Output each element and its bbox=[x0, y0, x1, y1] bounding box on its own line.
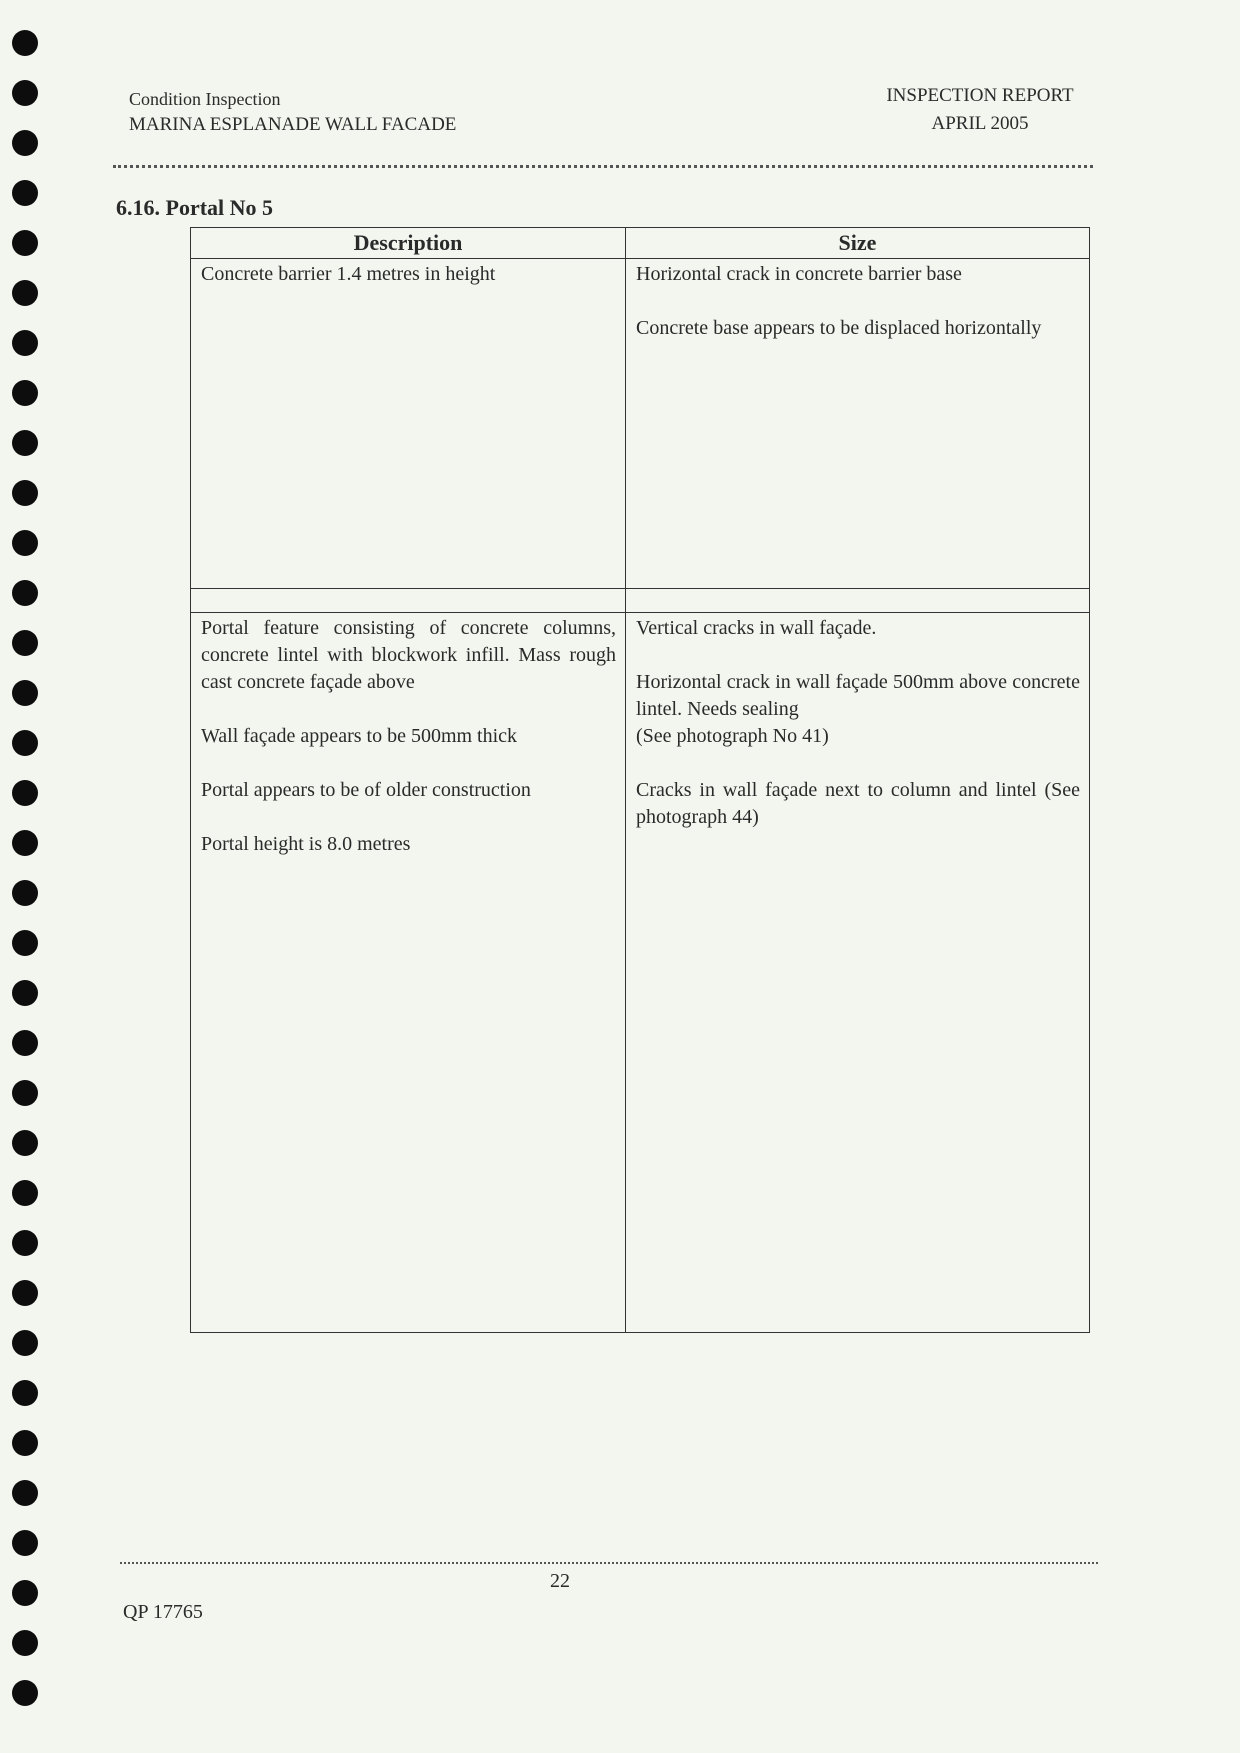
punch-hole bbox=[12, 980, 38, 1006]
punch-hole bbox=[12, 1130, 38, 1156]
empty-cell bbox=[191, 589, 626, 613]
column-header-description: Description bbox=[191, 228, 626, 259]
punch-hole bbox=[12, 480, 38, 506]
punch-hole bbox=[12, 1480, 38, 1506]
report-date: APRIL 2005 bbox=[931, 113, 1029, 134]
size-cell bbox=[626, 259, 1090, 589]
size-text: Cracks in wall façade next to column and lintel (See photograph 44) bbox=[636, 779, 1080, 828]
punch-hole bbox=[12, 1230, 38, 1256]
punch-hole bbox=[12, 1430, 38, 1456]
description-text: Portal feature consisting of concrete columns, concrete lintel with blockwork infill. Mass rough cast concrete façade above bbox=[201, 617, 616, 693]
header-right bbox=[870, 82, 1090, 138]
punch-hole bbox=[12, 1080, 38, 1106]
punch-hole bbox=[12, 180, 38, 206]
punch-hole bbox=[12, 330, 38, 356]
empty-cell bbox=[626, 589, 1090, 613]
table-spacer-row bbox=[191, 589, 1090, 613]
size-text: Vertical cracks in wall façade. bbox=[636, 617, 877, 639]
column-header-size: Size bbox=[626, 228, 1090, 259]
punch-hole bbox=[12, 1530, 38, 1556]
punch-hole bbox=[12, 730, 38, 756]
table-row bbox=[191, 613, 1090, 1333]
punch-hole bbox=[12, 1580, 38, 1606]
header-divider bbox=[113, 165, 1093, 168]
punch-hole bbox=[12, 580, 38, 606]
punch-hole bbox=[12, 1680, 38, 1706]
page-number: 22 bbox=[550, 1570, 570, 1592]
document-code: QP 17765 bbox=[123, 1601, 203, 1623]
size-text: Horizontal crack in wall façade 500mm above concrete lintel. Needs sealing bbox=[636, 671, 1080, 720]
punch-hole bbox=[12, 1180, 38, 1206]
section-title: 6.16. Portal No 5 bbox=[116, 195, 274, 220]
description-text: Portal appears to be of older construction bbox=[201, 779, 531, 801]
punch-hole bbox=[12, 1380, 38, 1406]
size-text: Concrete base appears to be displaced horizontally bbox=[636, 317, 1042, 339]
punch-hole bbox=[12, 230, 38, 256]
size-text: Horizontal crack in concrete barrier base bbox=[636, 263, 962, 285]
punch-hole bbox=[12, 1630, 38, 1656]
description-text: Wall façade appears to be 500mm thick bbox=[201, 725, 518, 747]
punch-hole bbox=[12, 80, 38, 106]
punch-hole bbox=[12, 280, 38, 306]
punch-hole bbox=[12, 30, 38, 56]
photo-reference: (See photograph No 41) bbox=[636, 725, 829, 747]
punch-hole bbox=[12, 780, 38, 806]
size-cell bbox=[626, 613, 1090, 1333]
table-row bbox=[191, 259, 1090, 589]
description-cell bbox=[191, 259, 626, 589]
punch-hole bbox=[12, 630, 38, 656]
inspection-table bbox=[190, 227, 1090, 1333]
punch-hole bbox=[12, 830, 38, 856]
report-type: INSPECTION REPORT bbox=[886, 85, 1074, 106]
footer-divider bbox=[120, 1562, 1098, 1564]
punch-hole bbox=[12, 680, 38, 706]
table-header-row bbox=[191, 228, 1090, 259]
description-text: Concrete barrier 1.4 metres in height bbox=[201, 263, 496, 285]
header-project-title: MARINA ESPLANADE WALL FACADE bbox=[129, 114, 457, 135]
punch-hole bbox=[12, 1280, 38, 1306]
punch-hole bbox=[12, 130, 38, 156]
header-subtitle: Condition Inspection bbox=[129, 89, 281, 109]
punch-hole bbox=[12, 880, 38, 906]
punch-hole bbox=[12, 530, 38, 556]
punch-hole bbox=[12, 1330, 38, 1356]
description-cell bbox=[191, 613, 626, 1333]
header-left bbox=[129, 86, 456, 138]
punch-hole bbox=[12, 430, 38, 456]
punch-hole bbox=[12, 1030, 38, 1056]
punch-hole bbox=[12, 380, 38, 406]
description-text: Portal height is 8.0 metres bbox=[201, 833, 411, 855]
punch-hole bbox=[12, 930, 38, 956]
